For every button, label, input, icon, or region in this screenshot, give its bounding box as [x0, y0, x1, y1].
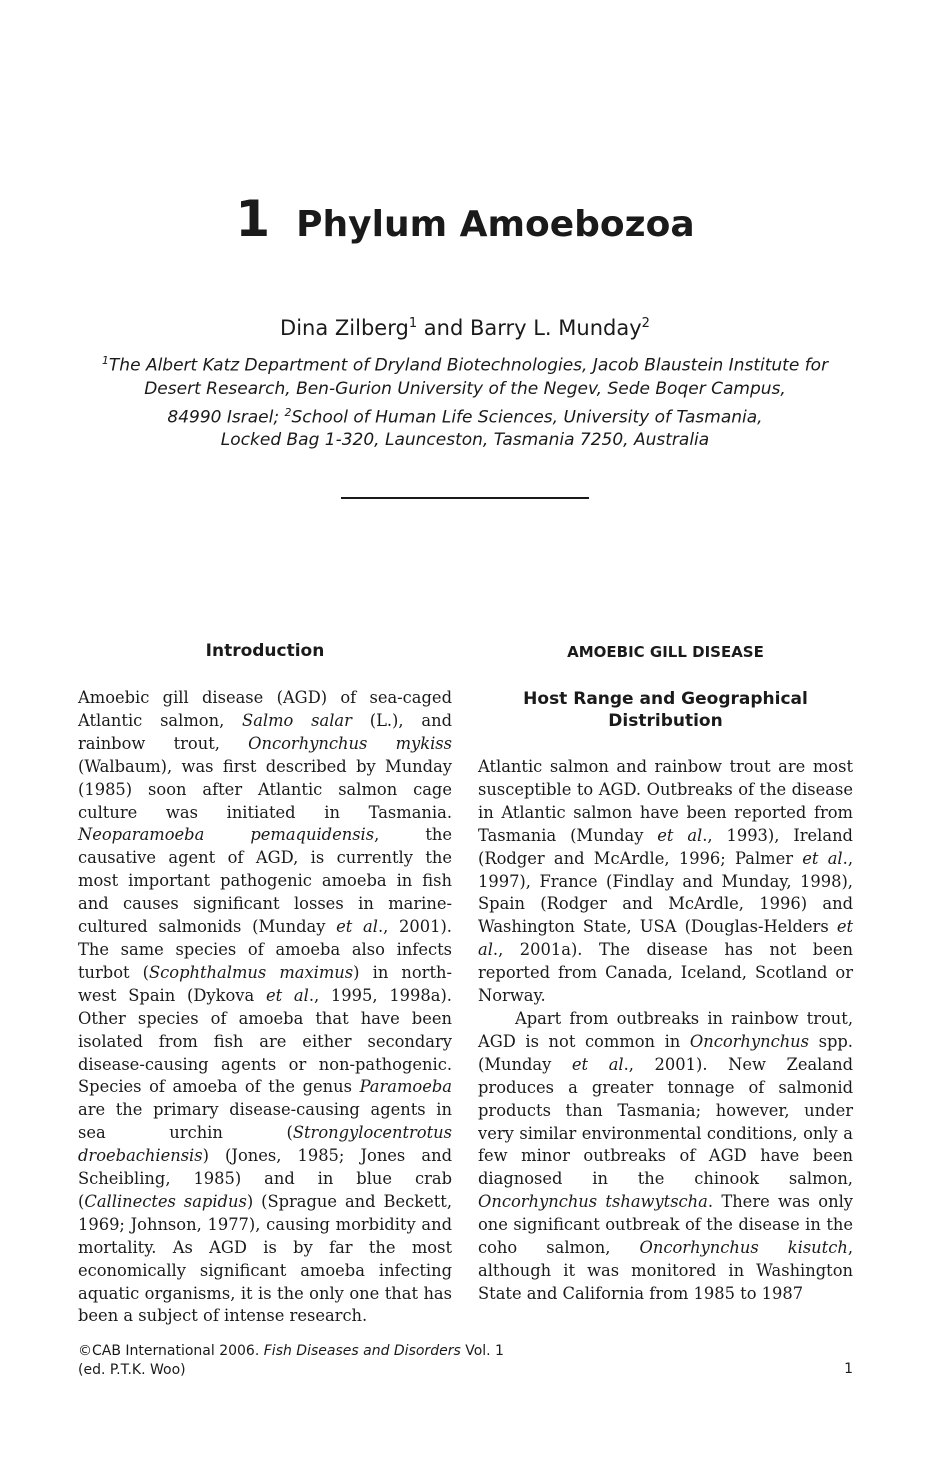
italic-run: et al [336, 917, 378, 937]
italic-run: et al [265, 985, 309, 1005]
italic-run: Oncorhynchus kisutch [639, 1238, 848, 1258]
agd-section-heading: AMOEBIC GILL DISEASE [567, 643, 764, 661]
text-run: ) (Sprague and Beckett, 1969; Johnson, 1977), causing morbidity and mortality. As AGD is by far the most economically significant amoeba infecting aquatic organisms, it is the only one that has been a subject of intense research. [78, 1191, 452, 1326]
text-run: ., 2001). New Zealand produces a greater tonnage of salmonid products than Tasmania; however, under very similar environmental conditions, only a few minor outbreaks of AGD have been diagnosed in the chinook salmon, [478, 1054, 853, 1189]
affiliation-line-1: The Albert Katz Department of Dryland Biotechnologies, Jacob Blaustein Institute for [108, 355, 829, 376]
text-run: Atlantic salmon and rainbow trout are most susceptible to AGD. Outbreaks of the disease in Atlantic salmon have been reported from Tasmania (Munday [478, 757, 853, 845]
introduction-text [78, 687, 452, 1328]
book-title: Fish Diseases and Disorders [263, 1343, 461, 1359]
host-range-paragraph-1 [478, 756, 853, 1008]
text-run: ., 1995, 1998a). Other species of amoeba that have been isolated from fish are either secondary disease-causing agents or non-pathogenic. Species of amoeba of the genus [78, 985, 452, 1097]
text-run: ) (Jones, 1985; Jones and Scheibling, 1985) and in blue crab ( [78, 1146, 452, 1211]
text-run: ., 2001). The same species of amoeba also infects turbot ( [78, 917, 452, 982]
italic-run: Oncorhynchus [689, 1031, 810, 1051]
italic-run: et al [802, 848, 843, 868]
affiliation-1-mark: 1 [101, 354, 109, 367]
italic-run: Oncorhynchus tshawytscha [478, 1192, 708, 1212]
text-run: ., 2001a). The disease has not been reported from Canada, Iceland, Scotland or Norway. [478, 940, 853, 1006]
text-run: (Walbaum), was first described by Munday (1985) soon after Atlantic salmon cage culture was initiated in Tasmania. [78, 756, 452, 822]
copyright-text: ©CAB International 2006. [78, 1343, 264, 1359]
italic-run: Paramoeba [359, 1077, 452, 1097]
text-run: . There was only one significant outbreak of the disease in the coho salmon, [478, 1192, 853, 1258]
affiliation-line-2: Desert Research, Ben-Gurion University of the Negev, Sede Boqer Campus, [144, 378, 786, 399]
affiliation-line-3a: 84990 Israel; [167, 407, 285, 428]
italic-run: Oncorhynchus mykiss [248, 733, 452, 753]
italic-run: Scophthalmus maximus [149, 962, 354, 982]
italic-run: et al [478, 917, 853, 960]
text-run: , although it was monitored in Washington State and California from 1985 to 1987 [478, 1238, 854, 1303]
text-run: Amoebic gill disease (AGD) of sea-caged Atlantic salmon, [78, 688, 452, 730]
italic-run: et al [571, 1054, 624, 1074]
host-range-heading-line-2: Distribution [608, 711, 723, 731]
affiliation-line-4: Locked Bag 1-320, Launceston, Tasmania 7250, Australia [220, 430, 710, 451]
text-run: spp. (Munday [478, 1031, 853, 1074]
host-range-paragraph-2 [478, 1008, 853, 1306]
host-range-heading [478, 688, 853, 732]
author-1-name: Dina Zilberg [280, 316, 409, 340]
text-run: Apart from outbreaks in rainbow trout, AGD is not common in [478, 1008, 853, 1051]
author-1-affiliation-mark: 1 [408, 316, 418, 331]
italic-run: Neoparamoeba pemaquidensis [78, 825, 375, 845]
introduction-paragraph [78, 687, 452, 1328]
chapter-number: 1 [235, 190, 271, 248]
affiliation-2-mark: 2 [284, 405, 292, 419]
italic-run: Callinectes sapidus [84, 1191, 247, 1211]
text-run: are the primary disease-causing agents in sea urchin ( [78, 1100, 452, 1143]
affiliations [60, 349, 870, 452]
text-run: ., 1997), France (Findlay and Munday, 1998), Spain (Rodger and McArdle, 1996) and Washington State, USA (Douglas-Helders [478, 848, 853, 937]
page-number: 1 [844, 1361, 853, 1377]
author-line [0, 316, 930, 340]
title-divider [341, 497, 589, 499]
italic-run: et al [657, 825, 703, 845]
editor-text: (ed. P.T.K. Woo) [78, 1362, 186, 1378]
author-conjunction: and [417, 316, 470, 340]
italic-run: Strongylocentrotus droebachiensis [78, 1123, 452, 1166]
chapter-heading [0, 190, 930, 248]
italic-run: Salmo salar [242, 710, 352, 730]
volume-text: Vol. 1 [460, 1343, 504, 1359]
text-run: (L.), and rainbow trout, [78, 710, 452, 753]
introduction-heading: Introduction [205, 641, 325, 661]
author-2-affiliation-mark: 2 [641, 316, 650, 331]
host-range-text [478, 756, 853, 1306]
text-run: ., 1993), Ireland (Rodger and McArdle, 1996; Palmer [478, 825, 853, 868]
text-run: , the causative agent of AGD, is currently the most important pathogenic amoeba in fish and causes significant losses in marine-cultured salmonids (Munday [78, 825, 452, 937]
chapter-title: Phylum Amoebozoa [296, 204, 695, 245]
text-run: ) in north-west Spain (Dykova [78, 962, 452, 1005]
author-2-name: Barry L. Munday [469, 316, 642, 340]
affiliation-line-3b: School of Human Life Sciences, University of Tasmania, [291, 407, 763, 428]
host-range-heading-line-1: Host Range and Geographical [523, 689, 808, 709]
copyright-footer [78, 1342, 578, 1380]
